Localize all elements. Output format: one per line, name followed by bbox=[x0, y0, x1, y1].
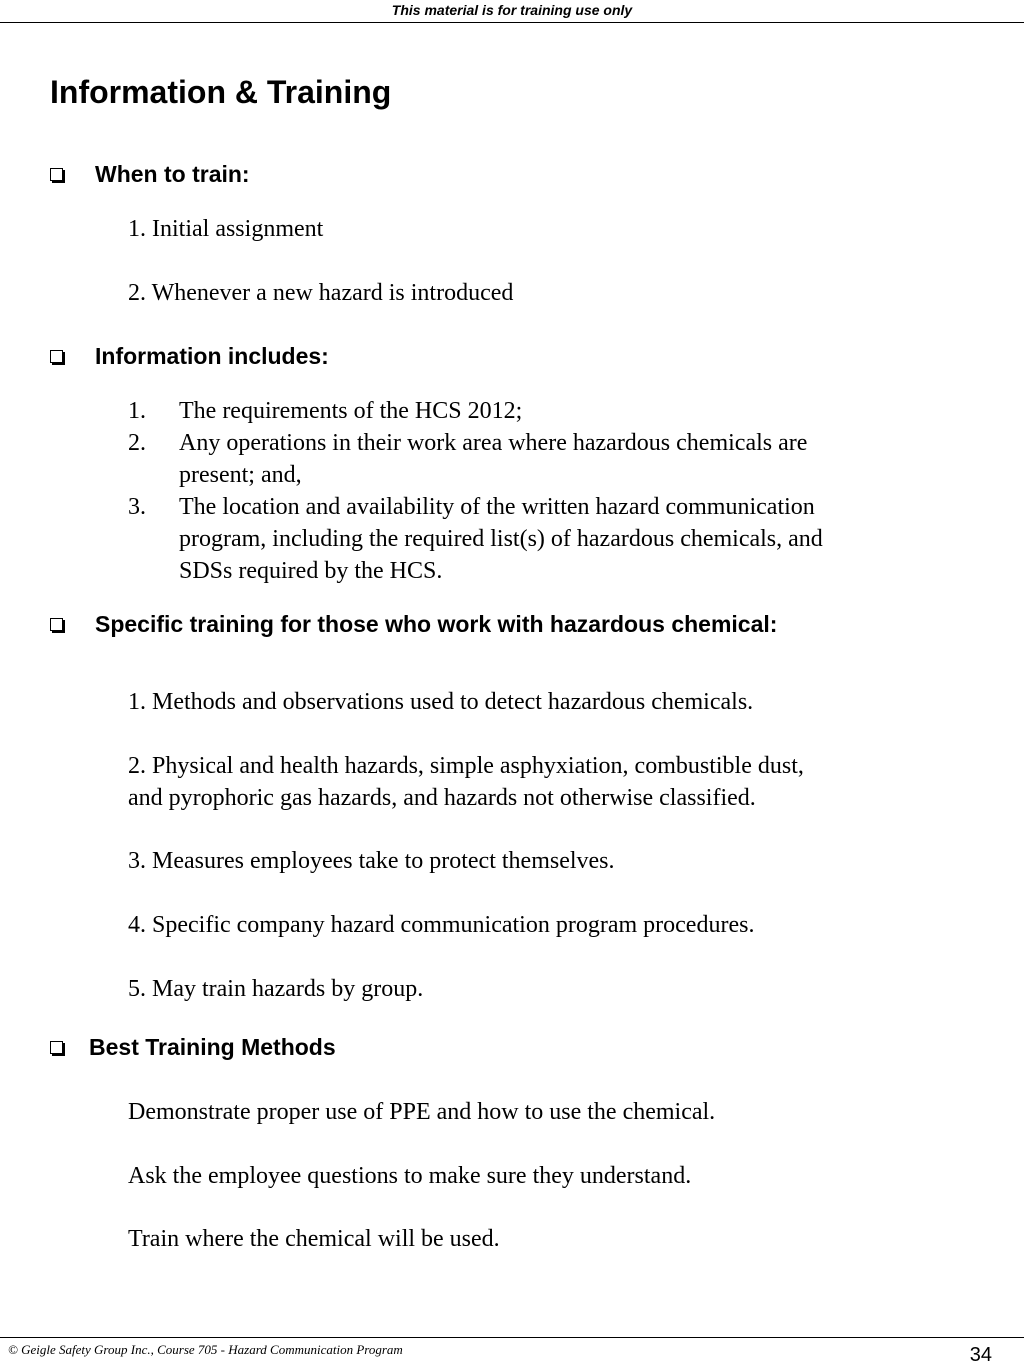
header-notice: This material is for training use only bbox=[391, 2, 633, 18]
footer-credit: © Geigle Safety Group Inc., Course 705 - Hazard Communication Program bbox=[8, 1342, 403, 1357]
section-heading-label: Best Training Methods bbox=[89, 1033, 336, 1060]
list-item: Demonstrate proper use of PPE and how to use the chemical. bbox=[128, 1099, 716, 1125]
list-item: Train where the chemical will be used. bbox=[128, 1226, 500, 1252]
list-item: 3. Measures employees take to protect themselves. bbox=[128, 848, 615, 874]
list-item: 4. Specific company hazard communication program procedures. bbox=[128, 912, 755, 938]
list-item: 1. Initial assignment bbox=[128, 216, 324, 242]
list-item-text: program, including the required list(s) of hazardous chemicals, and bbox=[179, 526, 823, 552]
checkbox-icon bbox=[50, 1041, 63, 1054]
header-rule bbox=[0, 22, 1024, 23]
list-item-number: 1. bbox=[128, 398, 146, 424]
list-item bbox=[0, 427, 1024, 491]
section-heading-best-training-methods bbox=[48, 1031, 336, 1063]
list-item: Ask the employee questions to make sure they understand. bbox=[128, 1163, 692, 1189]
checkbox-icon bbox=[50, 168, 63, 181]
section-heading-label: Information includes: bbox=[95, 342, 329, 369]
list-item: 1. Methods and observations used to detect hazardous chemicals. bbox=[128, 689, 754, 715]
footer-rule bbox=[0, 1337, 1024, 1338]
list-item: 5. May train hazards by group. bbox=[128, 976, 424, 1002]
section-heading-when-to-train bbox=[48, 158, 250, 190]
list-item-continuation: and pyrophoric gas hazards, and hazards not otherwise classified. bbox=[128, 785, 756, 811]
page-number: 34 bbox=[969, 1344, 992, 1366]
list-item-text: Any operations in their work area where hazardous chemicals are bbox=[179, 430, 808, 456]
list-item bbox=[0, 395, 1024, 427]
list-item bbox=[0, 491, 1024, 587]
list-item-text: The location and availability of the written hazard communication bbox=[179, 494, 815, 520]
list-item-text: present; and, bbox=[179, 462, 302, 488]
section-heading-label: When to train: bbox=[95, 160, 250, 187]
checkbox-icon bbox=[50, 350, 63, 363]
list-item-number: 3. bbox=[128, 494, 146, 520]
section-heading-label: Specific training for those who work with hazardous chemical: bbox=[95, 610, 778, 637]
list-item: 2. Physical and health hazards, simple asphyxiation, combustible dust, bbox=[128, 753, 804, 779]
checkbox-icon bbox=[50, 618, 63, 631]
section-heading-specific-training bbox=[48, 608, 777, 640]
list-item-text: The requirements of the HCS 2012; bbox=[179, 398, 523, 424]
page-title: Information & Training bbox=[50, 74, 392, 110]
list-item-number: 2. bbox=[128, 430, 146, 456]
list-item-text: SDSs required by the HCS. bbox=[179, 558, 443, 584]
section-heading-information-includes bbox=[48, 340, 329, 372]
list-item: 2. Whenever a new hazard is introduced bbox=[128, 280, 514, 306]
